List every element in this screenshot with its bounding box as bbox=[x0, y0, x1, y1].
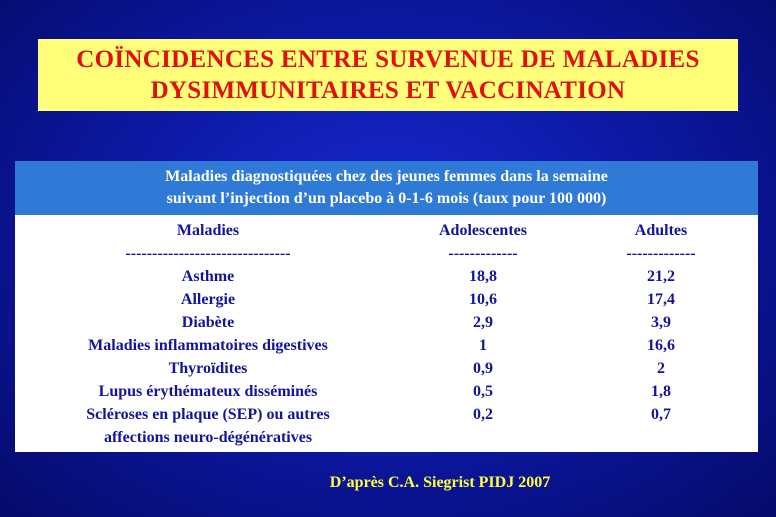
column-header-adolescentes: Adolescentes bbox=[439, 222, 527, 239]
slide-title-line-1: COÏNCIDENCES ENTRE SURVENUE DE MALADIES bbox=[76, 46, 700, 73]
rate-adolescentes: 10,6 bbox=[469, 291, 497, 308]
rate-adolescentes: 2,9 bbox=[473, 314, 493, 331]
column-header-adultes: Adultes bbox=[634, 222, 688, 239]
rate-adolescentes: 1 bbox=[479, 337, 487, 354]
disease-name: Thyroïdites bbox=[168, 360, 248, 377]
slide-title-line-2: DYSIMMUNITAIRES ET VACCINATION bbox=[150, 77, 626, 104]
table-caption bbox=[15, 161, 758, 215]
rate-adultes: 3,9 bbox=[651, 314, 671, 331]
rate-adolescentes: 0,5 bbox=[473, 383, 493, 400]
rate-adultes: 17,4 bbox=[647, 291, 675, 308]
disease-name: Lupus érythémateux disséminés bbox=[98, 383, 318, 400]
data-table bbox=[15, 161, 758, 452]
separator-maladies: ------------------------------- bbox=[125, 245, 291, 262]
disease-name: Allergie bbox=[180, 291, 236, 308]
table-row bbox=[15, 288, 758, 311]
rate-adultes: 1,8 bbox=[651, 383, 671, 400]
rate-adultes: 2 bbox=[657, 360, 665, 377]
disease-name: Maladies inflammatoires digestives bbox=[88, 337, 328, 354]
rate-adolescentes: 18,8 bbox=[469, 268, 497, 285]
disease-name: Scléroses en plaque (SEP) ou autres bbox=[86, 406, 330, 423]
table-caption-line-2: suivant l’injection d’un placebo à 0-1-6 mois (taux pour 100 000) bbox=[166, 190, 607, 207]
rate-adultes: 0,7 bbox=[651, 406, 671, 423]
source-citation: D’après C.A. Siegrist PIDJ 2007 bbox=[329, 474, 551, 491]
table-row bbox=[15, 311, 758, 334]
table-row bbox=[15, 357, 758, 380]
slide-title bbox=[38, 39, 738, 111]
column-header-maladies: Maladies bbox=[176, 222, 240, 239]
separator-adultes: ------------- bbox=[626, 245, 696, 262]
rate-adolescentes: 0,9 bbox=[473, 360, 493, 377]
disease-name: Asthme bbox=[181, 268, 235, 285]
rate-adultes: 21,2 bbox=[647, 268, 675, 285]
table-row bbox=[15, 334, 758, 357]
table-header-row bbox=[15, 219, 758, 242]
rate-adolescentes: 0,2 bbox=[473, 406, 493, 423]
disease-name-continued: affections neuro-dégénératives bbox=[103, 429, 313, 446]
table-row bbox=[15, 265, 758, 288]
table-row bbox=[15, 403, 758, 446]
table-caption-line-1: Maladies diagnostiquées chez des jeunes femmes dans la semaine bbox=[165, 168, 608, 185]
table-row bbox=[15, 380, 758, 403]
header-separator-row bbox=[15, 242, 758, 265]
separator-adolescentes: ------------- bbox=[448, 245, 518, 262]
disease-name: Diabète bbox=[181, 314, 235, 331]
rate-adultes: 16,6 bbox=[647, 337, 675, 354]
